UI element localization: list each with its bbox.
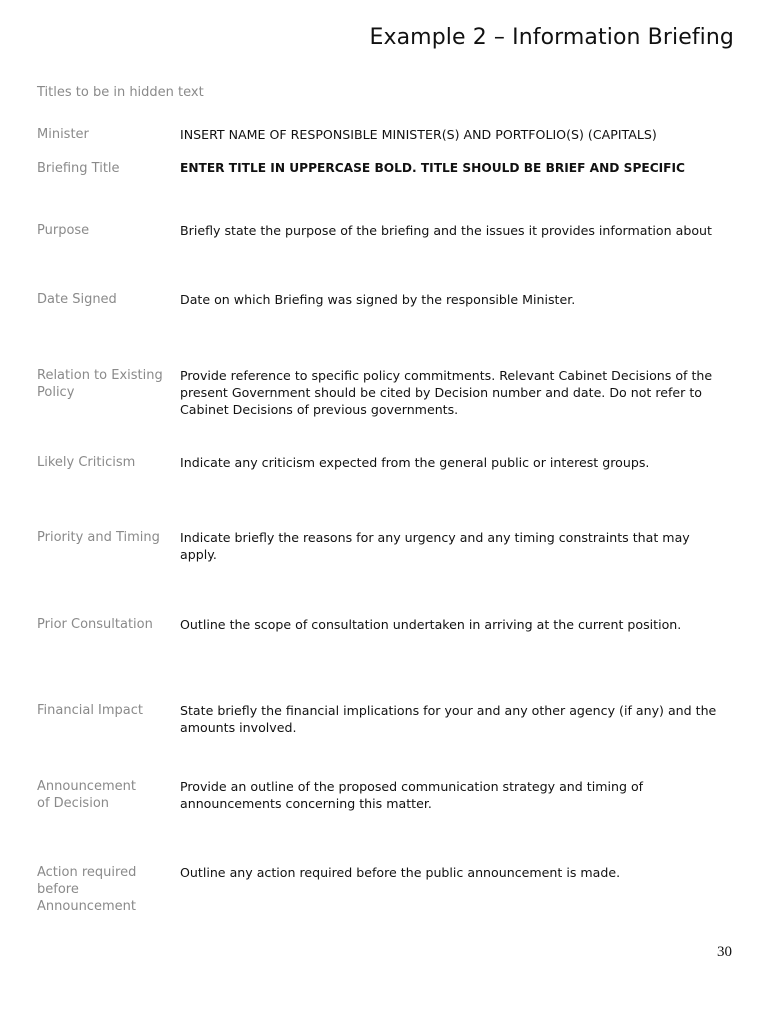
row-label-date-signed: Date Signed (37, 292, 117, 307)
hidden-text-note: Titles to be in hidden text (37, 85, 204, 100)
row-value-likely-criticism: Indicate any criticism expected from the general public or interest groups. (180, 455, 650, 470)
row-value-financial-impact: State briefly the financial implications for your and any other agency (if any) and the amounts involved. (180, 703, 717, 735)
row-label-prior-consultation: Prior Consultation (37, 617, 153, 632)
page-title: Example 2 – Information Briefing (369, 25, 734, 50)
row-label-relation-to-existing-policy: Relation to Existing Policy (37, 368, 163, 400)
page-number: 30 (717, 944, 732, 960)
row-value-minister: INSERT NAME OF RESPONSIBLE MINISTER(S) AND PORTFOLIO(S) (CAPITALS) (180, 127, 657, 142)
row-label-priority-and-timing: Priority and Timing (37, 530, 160, 545)
row-value-briefing-title: ENTER TITLE IN UPPERCASE BOLD. TITLE SHOULD BE BRIEF AND SPECIFIC (180, 161, 685, 175)
row-label-minister: Minister (37, 127, 89, 142)
row-label-briefing-title: Briefing Title (37, 161, 120, 176)
row-value-action-required-before-announcement: Outline any action required before the public announcement is made. (180, 865, 621, 880)
row-value-date-signed: Date on which Briefing was signed by the responsible Minister. (180, 292, 576, 307)
row-label-financial-impact: Financial Impact (37, 703, 144, 718)
row-label-likely-criticism: Likely Criticism (37, 455, 136, 470)
row-value-relation-to-existing-policy: Provide reference to specific policy commitments. Relevant Cabinet Decisions of the present Government should be cited by Decision number and date. Do not refer to Cabinet Decisions of previous governments. (180, 368, 713, 417)
row-value-purpose: Briefly state the purpose of the briefing and the issues it provides information about (180, 223, 712, 238)
row-value-prior-consultation: Outline the scope of consultation undertaken in arriving at the current position. (180, 617, 682, 632)
row-label-action-required-before-announcement: Action required before Announcement (37, 865, 137, 914)
row-label-announcement-of-decision: Announcement of Decision (37, 779, 136, 811)
row-value-priority-and-timing: Indicate briefly the reasons for any urgency and any timing constraints that may apply. (180, 530, 690, 562)
row-value-announcement-of-decision: Provide an outline of the proposed communication strategy and timing of announcements concerning this matter. (180, 779, 644, 811)
row-label-purpose: Purpose (37, 223, 90, 238)
